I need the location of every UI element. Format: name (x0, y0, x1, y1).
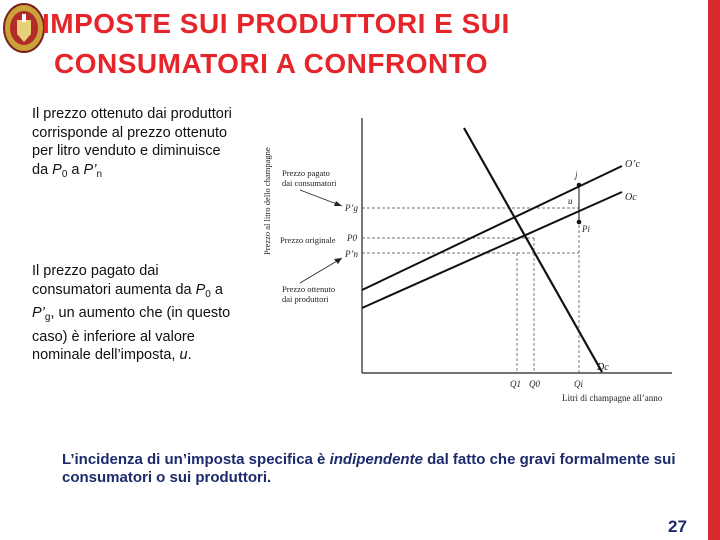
para2-subscript: 0 (205, 288, 211, 300)
arrowhead-pagato (334, 201, 342, 206)
tax-incidence-diagram (252, 110, 692, 415)
label-pg: P’g (345, 203, 358, 213)
label-qi: Qi (574, 379, 583, 389)
title-line-2: CONSUMATORI A CONFRONTO (54, 48, 489, 79)
para2-symbol-u: u (179, 347, 188, 363)
label-j: j (575, 170, 578, 180)
label-q1: Q1 (510, 379, 521, 389)
callout-prezzo-pagato-1: Prezzo pagato (282, 168, 330, 178)
para2-subscript-2: g (44, 312, 51, 323)
callout-prezzo-originale: Prezzo originale (280, 235, 336, 245)
demand-curve (464, 128, 602, 372)
para1-text-2: a (67, 161, 84, 178)
para2-text-4: . (187, 347, 192, 363)
point-i (577, 220, 582, 225)
para2-text-3: , un aumento che (in questo caso) è inferiore al valore nominale dell’imposta, (32, 305, 231, 363)
callout-prezzo-ottenuto-1: Prezzo ottenuto (282, 284, 336, 294)
callout-arrow-ottenuto (300, 258, 342, 283)
para1-subscript-2: n (96, 168, 102, 180)
point-j (577, 183, 582, 188)
para2-symbol-2: P’ (32, 305, 45, 321)
label-dc: Dc (597, 362, 609, 373)
label-p0: P0 (347, 233, 357, 243)
y-axis-label: Prezzo al litro dello champagne (262, 147, 272, 255)
para1-symbol-2: P’ (83, 161, 97, 178)
label-pi: Pi (582, 224, 590, 234)
note-text-2: dal fatto che gravi formalmente sui consumatori o sui produttori. (62, 451, 676, 486)
para1-subscript: 0 (61, 168, 68, 180)
note-emphasis: indipendente (329, 451, 423, 468)
slide-title (10, 4, 700, 84)
label-u: u (568, 196, 573, 206)
accent-bar (708, 0, 720, 540)
x-axis-label: Litri di champagne all’anno (562, 393, 663, 403)
label-pn: P’n (345, 249, 358, 259)
para2-text: Il prezzo pagato dai consumatori aumenta da (32, 263, 196, 298)
para2-symbol: P (195, 281, 206, 298)
para1-text: Il prezzo ottenuto dai produttori corrisponde al prezzo ottenuto per litro venduto e diminuisce da (32, 106, 232, 178)
callout-prezzo-pagato-2: dai consumatori (282, 178, 337, 188)
consumer-price-paragraph (32, 262, 237, 365)
producer-price-paragraph (32, 105, 232, 184)
title-line-1: IMPOSTE SUI PRODUTTORI E SUI (42, 8, 510, 39)
page-number: 27 (668, 517, 687, 536)
label-q0: Q0 (529, 379, 540, 389)
incidence-note (62, 451, 682, 487)
note-text-1: L’incidenza di un’imposta specifica è (62, 451, 330, 468)
label-oc-shifted: O’c (625, 159, 640, 170)
para2-text-2: a (210, 281, 223, 298)
supply-curve (362, 192, 622, 308)
arrowhead-ottenuto (334, 258, 342, 264)
para1-symbol: P (52, 161, 62, 178)
callout-prezzo-ottenuto-2: dai produttori (282, 294, 329, 304)
label-oc: Oc (625, 192, 637, 203)
